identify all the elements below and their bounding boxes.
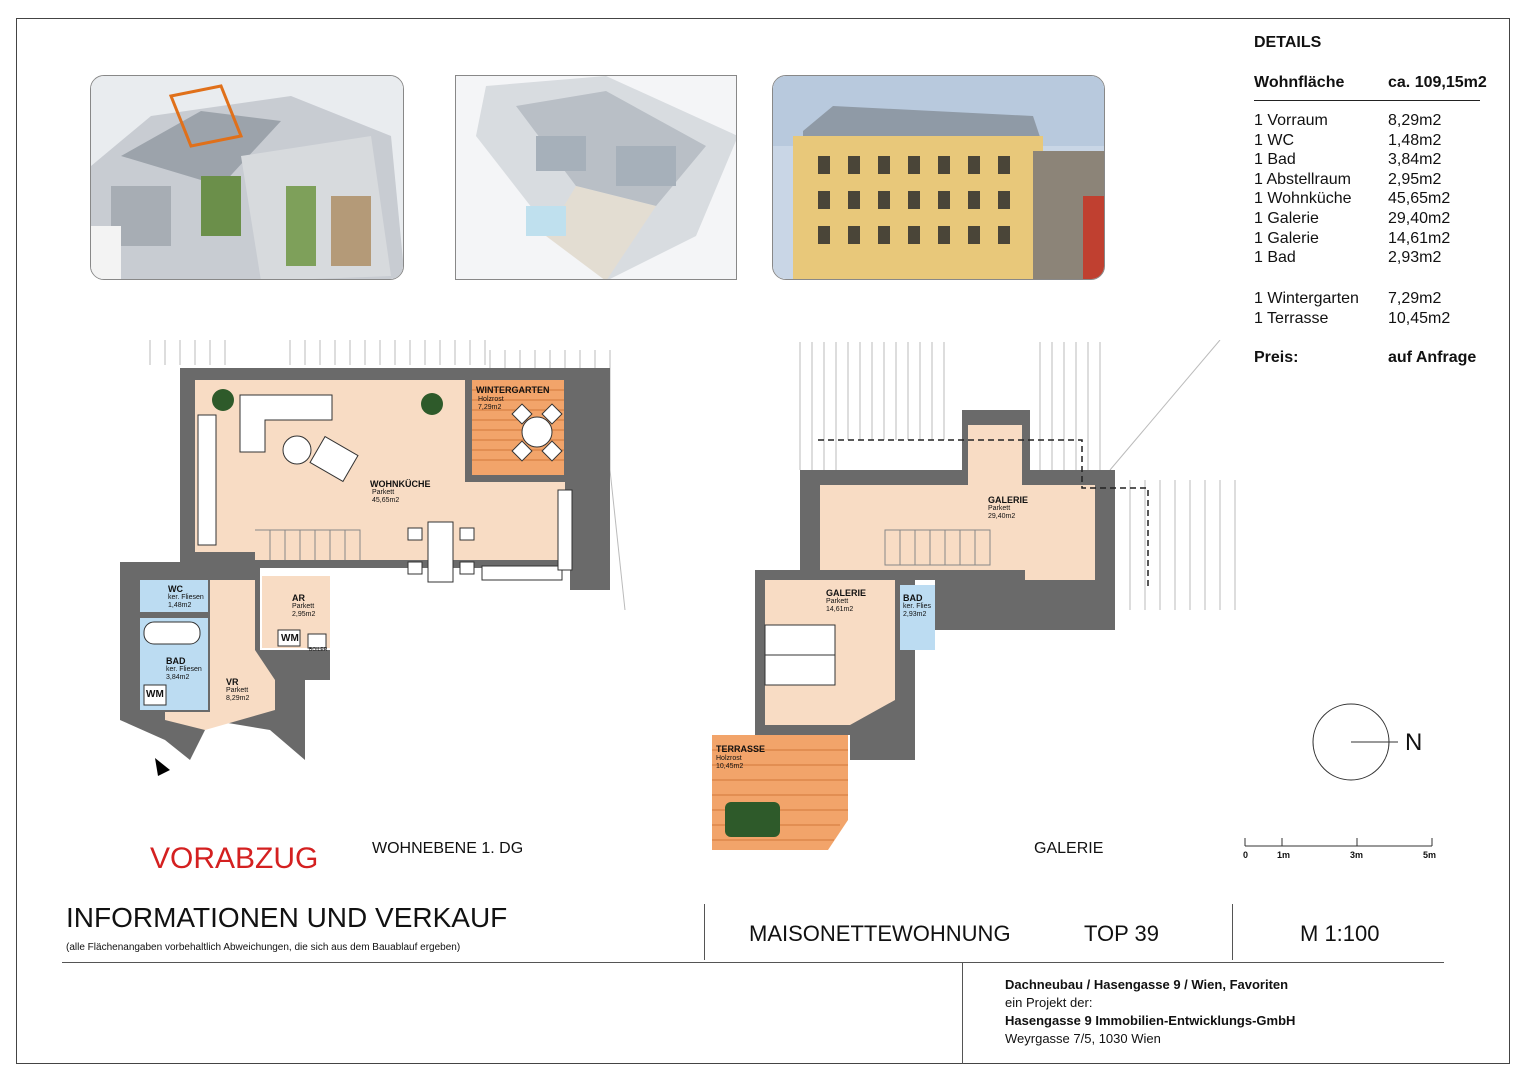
outdoor-row-label: 1 Terrasse (1254, 309, 1329, 327)
north-compass-icon (1308, 700, 1398, 790)
galerie-main-name: GALERIE (988, 495, 1029, 505)
apartment-type: MAISONETTEWOHNUNG (749, 921, 1011, 946)
rooms-row-value: 3,84m2 (1388, 151, 1442, 169)
ar-area: 2,95m2 (292, 611, 316, 618)
drawing-scale: M 1:100 (1300, 921, 1380, 946)
wc-floor: ker. Fliesen (168, 594, 204, 601)
rooms-row-label: 1 Vorraum (1254, 112, 1328, 129)
washing-machine-label-ar: WM (281, 633, 299, 644)
vr-name: VR (226, 677, 239, 687)
galerie-side-floor: Parkett (826, 598, 849, 605)
wohnkueche-floor: Parkett (372, 489, 395, 496)
wohnkueche-area: 45,65m2 (372, 497, 400, 504)
vr-area: 8,29m2 (226, 695, 250, 702)
washing-machine-label-bath: WM (146, 689, 164, 700)
ar-name: AR (292, 593, 305, 603)
scale-bar (1240, 834, 1440, 850)
footer-disclaimer: (alle Flächenangaben vorbehaltlich Abweichungen, die sich aus dem Bauablauf ergeben) (66, 942, 461, 953)
scale-tick-5m: 5m (1423, 850, 1437, 860)
rooms-row-label: 1 Bad (1254, 249, 1296, 267)
plan2-caption: GALERIE (1034, 840, 1104, 857)
bad-floor: ker. Fliesen (166, 666, 202, 673)
galerie-side-name: GALERIE (826, 588, 867, 598)
rooms-row-label: 1 Galerie (1254, 229, 1319, 247)
bad-upper-area: 2,93m2 (903, 611, 927, 618)
wintergarten-floor: Holzrost (478, 396, 504, 403)
plan1-caption: WOHNEBENE 1. DG (372, 840, 524, 857)
project-address: Dachneubau / Hasengasse 9 / Wien, Favoriten (1005, 977, 1289, 992)
terrasse-floor: Holzrost (716, 755, 742, 762)
details-divider (1254, 100, 1480, 101)
bad-area: 3,84m2 (166, 674, 190, 681)
wintergarten-area: 7,29m2 (478, 404, 502, 411)
terrasse-name: TERRASSE (716, 744, 766, 754)
apartment-number: TOP 39 (1084, 921, 1160, 946)
living-area-label: Wohnfläche (1254, 74, 1345, 91)
scale-tick-3m: 3m (1350, 850, 1364, 860)
boiler-label: BOILER (309, 647, 328, 653)
vr-floor: Parkett (226, 687, 249, 694)
ar-floor: Parkett (292, 603, 315, 610)
wohnkueche-name: WOHNKÜCHE (370, 479, 431, 489)
wc-name: WC (168, 584, 183, 594)
living-area-value: ca. 109,15m2 (1388, 74, 1487, 91)
rooms-row-label: 1 Wohnküche (1254, 190, 1352, 208)
rooms-row-value: 1,48m2 (1388, 131, 1442, 149)
floor-plan-wohnebene (110, 340, 630, 800)
footer-divider-3 (962, 962, 963, 1064)
bad-name: BAD (166, 656, 186, 666)
draft-stamp: VORABZUG (150, 842, 319, 875)
price-label: Preis: (1254, 349, 1299, 366)
rooms-row-value: 14,61m2 (1388, 229, 1451, 247)
wc-area: 1,48m2 (168, 602, 192, 609)
galerie-side-area: 14,61m2 (826, 606, 854, 613)
wintergarten-name: WINTERGARTEN (476, 385, 550, 395)
bad-upper-name: BAD (903, 593, 923, 603)
rooms-row-label: 1 Bad (1254, 151, 1296, 169)
rooms-row-label: 1 Galerie (1254, 210, 1319, 227)
terrasse-area: 10,45m2 (716, 763, 744, 770)
building-photo-facade (772, 75, 1105, 280)
floor-plan-galerie (700, 340, 1260, 860)
galerie-main-floor: Parkett (988, 505, 1011, 512)
rooms-row-value: 29,40m2 (1388, 210, 1451, 227)
footer-title: INFORMATIONEN UND VERKAUF (66, 902, 508, 933)
galerie-main-area: 29,40m2 (988, 513, 1016, 520)
developer-address: Weyrgasse 7/5, 1030 Wien (1005, 1031, 1161, 1046)
outdoor-row-value: 10,45m2 (1388, 309, 1451, 327)
details-title: DETAILS (1254, 34, 1322, 51)
rooms-row-value: 8,29m2 (1388, 112, 1442, 129)
rooms-row-value: 2,95m2 (1388, 170, 1442, 188)
bad-upper-floor: ker. Flies (903, 603, 932, 610)
scale-tick-0: 0 (1243, 850, 1249, 860)
footer-divider-2 (1232, 904, 1233, 960)
scale-tick-1m: 1m (1277, 850, 1291, 860)
rooms-row-label: 1 WC (1254, 131, 1294, 149)
developer-name: Hasengasse 9 Immobilien-Entwicklungs-GmbH (1005, 1013, 1296, 1028)
rendering-photo-aerial (90, 75, 404, 280)
footer-rule (62, 962, 1444, 963)
footer-divider-1 (704, 904, 705, 960)
outdoor-row-label: 1 Wintergarten (1254, 290, 1359, 307)
rooms-row-label: 1 Abstellraum (1254, 170, 1351, 188)
north-label: N (1405, 729, 1423, 756)
rooms-row-value: 45,65m2 (1388, 190, 1451, 208)
rooms-row-value: 2,93m2 (1388, 249, 1442, 267)
project-intro: ein Projekt der: (1005, 995, 1093, 1010)
price-value: auf Anfrage (1388, 349, 1477, 366)
rendering-photo-corner (455, 75, 737, 280)
outdoor-row-value: 7,29m2 (1388, 290, 1442, 307)
